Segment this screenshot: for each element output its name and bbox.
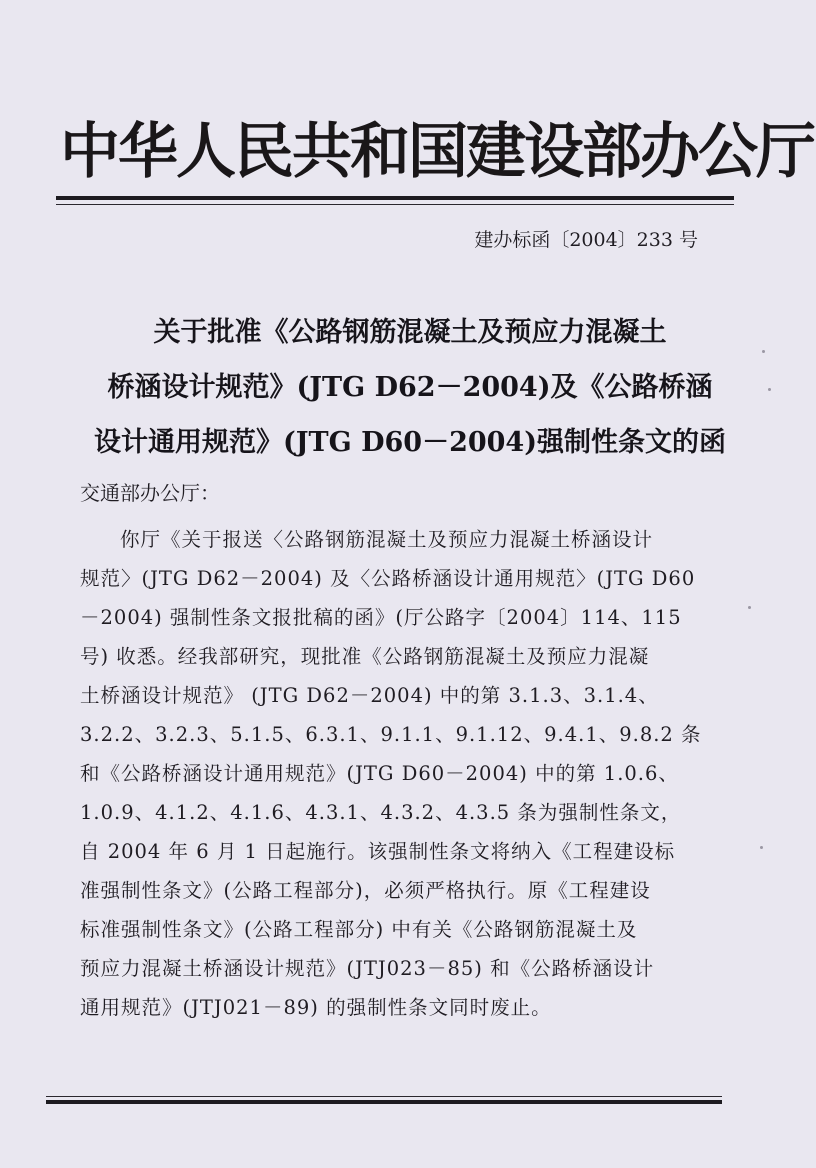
footer-rule-thin <box>46 1096 722 1097</box>
body-line: －2004) 强制性条文报批稿的函》(厅公路字〔2004〕114、115 <box>80 606 682 629</box>
title-line: 关于批准《公路钢筋混凝土及预应力混凝土 <box>153 317 667 348</box>
body-line: 预应力混凝土桥涵设计规范》(JTJ023－85) 和《公路桥涵设计 <box>80 957 655 980</box>
body-line: 和《公路桥涵设计通用规范》(JTG D60－2004) 中的第 1.0.6、 <box>80 762 679 785</box>
scan-speck <box>760 846 763 849</box>
header-rule-thin <box>56 204 734 205</box>
scan-speck <box>748 606 751 609</box>
letter-body <box>80 520 702 1027</box>
salutation: 交通部办公厅： <box>80 481 220 505</box>
body-line: 你厅《关于报送〈公路钢筋混凝土及预应力混凝土桥涵设计 <box>120 528 654 551</box>
scan-speck <box>768 388 771 391</box>
body-line: 3.2.2、3.2.3、5.1.5、6.3.1、9.1.1、9.1.12、9.4.1、9.8.2 条 <box>80 723 702 746</box>
letterhead-title: 中华人民共和国建设部办公厅 <box>60 117 814 187</box>
header-rule-thick <box>56 196 734 200</box>
body-line: 标准强制性条文》(公路工程部分) 中有关《公路钢筋混凝土及 <box>80 918 638 941</box>
title-line: 桥涵设计规范》(JTG D62－2004)及《公路桥涵 <box>107 372 713 403</box>
title-line: 设计通用规范》(JTG D60－2004)强制性条文的函 <box>93 427 726 458</box>
body-line: 自 2004 年 6 月 1 日起施行。该强制性条文将纳入《工程建设标 <box>80 840 676 863</box>
scan-speck <box>762 350 765 353</box>
document-title <box>70 305 750 470</box>
footer-rule-thick <box>46 1100 722 1104</box>
document-number: 建办标函〔2004〕233 号 <box>474 229 698 251</box>
body-line: 通用规范》(JTJ021－89) 的强制性条文同时废止。 <box>80 996 552 1019</box>
body-line: 规范〉(JTG D62－2004) 及〈公路桥涵设计通用规范〉(JTG D60 <box>80 567 696 590</box>
body-line: 准强制性条文》(公路工程部分)，必须严格执行。原《工程建设 <box>80 879 651 902</box>
body-line: 号) 收悉。经我部研究，现批准《公路钢筋混凝土及预应力混凝 <box>80 645 650 668</box>
body-line: 土桥涵设计规范》 (JTG D62－2004) 中的第 3.1.3、3.1.4、 <box>80 684 659 707</box>
body-line: 1.0.9、4.1.2、4.1.6、4.3.1、4.3.2、4.3.5 条为强制性条文， <box>80 801 682 824</box>
